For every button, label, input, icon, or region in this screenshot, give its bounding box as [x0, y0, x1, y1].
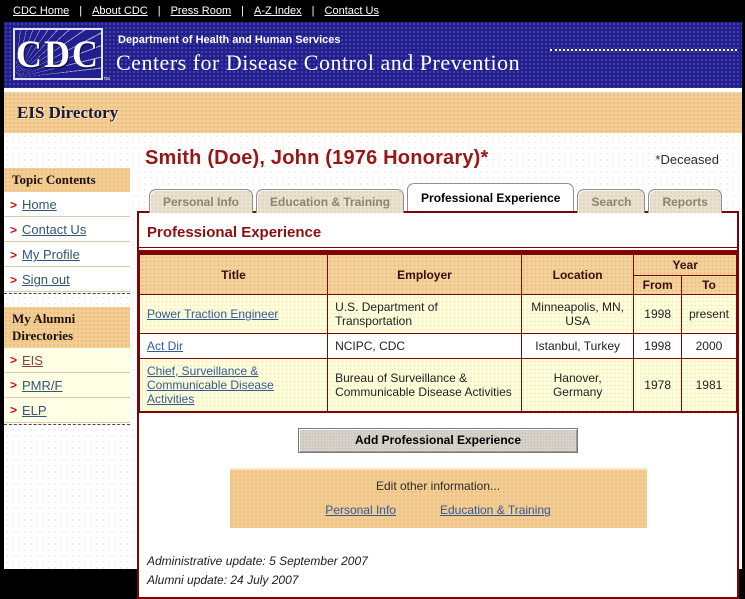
- employer-cell: Bureau of Surveillance & Communicable Disease Activities: [328, 359, 522, 413]
- edit-box-caption: Edit other information...: [375, 479, 501, 493]
- nav-link-press-room[interactable]: Press Room: [170, 5, 232, 17]
- sidebar-item-elp[interactable]: [4, 398, 130, 423]
- edit-box-links: [230, 503, 647, 517]
- nav-separator: |: [241, 5, 244, 17]
- tab-education-training[interactable]: Education & Training: [256, 189, 404, 213]
- sidebar-heading-topic-contents: Topic Contents: [4, 168, 130, 192]
- arrow-icon: >: [10, 378, 18, 393]
- column-header-to: To: [681, 276, 736, 295]
- from-cell: 1998: [634, 334, 682, 359]
- edit-link-education-training[interactable]: Education & Training: [439, 503, 551, 517]
- arrow-icon: >: [10, 272, 18, 287]
- from-cell: 1978: [634, 359, 682, 413]
- to-cell: 2000: [681, 334, 736, 359]
- column-header-title: Title: [140, 253, 328, 295]
- sidebar-item-sign-out[interactable]: [4, 267, 130, 292]
- sidebar-heading-my-alumni-directories: My Alumni Directories: [4, 307, 130, 348]
- table-header-row: [140, 253, 737, 276]
- nav-link-about-cdc[interactable]: About CDC: [92, 5, 148, 17]
- sidebar-item-my-profile[interactable]: [4, 242, 130, 267]
- nav-separator: |: [79, 5, 83, 17]
- page: [4, 0, 742, 587]
- nav-link-contact-us[interactable]: Contact Us: [324, 5, 379, 17]
- to-cell: 1981: [681, 359, 736, 413]
- cdc-header: [4, 22, 742, 88]
- tab-professional-experience[interactable]: Professional Experience: [407, 183, 574, 211]
- location-cell: Minneapolis, MN, USA: [521, 295, 633, 334]
- sidebar-item-contact-us[interactable]: [4, 217, 130, 242]
- edit-other-information-box: [230, 468, 647, 528]
- app-title: EIS Directory: [17, 103, 119, 122]
- app-banner: [4, 93, 742, 133]
- nav-link-cdc-home[interactable]: CDC Home: [13, 5, 70, 17]
- experience-title-link[interactable]: Power Traction Engineer: [147, 307, 279, 321]
- record-title: Smith (Doe), John (1976 Honorary)*: [145, 147, 489, 169]
- department-name: Department of Health and Human Services: [118, 34, 341, 46]
- arrow-icon: >: [10, 247, 18, 262]
- arrow-icon: >: [10, 403, 18, 418]
- sidebar-gap: [4, 294, 130, 307]
- deceased-note: *Deceased: [655, 152, 719, 167]
- section-heading: Professional Experience: [147, 224, 322, 241]
- sidebar-link-my-profile[interactable]: My Profile: [22, 247, 80, 263]
- sidebar-item-home[interactable]: [4, 192, 130, 217]
- experience-title-link[interactable]: Chief, Surveillance & Communicable Disease Activities: [147, 364, 274, 406]
- nav-link-az-index[interactable]: A-Z Index: [253, 5, 302, 17]
- alumni-update: Alumni update: 24 July 2007: [147, 572, 299, 587]
- cdc-logo[interactable]: [13, 28, 110, 84]
- cdc-logo-letters: CDC: [16, 31, 100, 76]
- tab-strip: [149, 187, 739, 211]
- column-header-location: Location: [521, 253, 633, 295]
- sidebar-link-eis[interactable]: EIS: [22, 352, 43, 368]
- add-professional-experience-button[interactable]: Add Professional Experience: [298, 428, 578, 453]
- organization-name: Centers for Disease Control and Prevention: [116, 50, 521, 75]
- table-row: [140, 334, 737, 359]
- location-cell: Istanbul, Turkey: [521, 334, 633, 359]
- sidebar-group-topic-contents: [4, 192, 130, 294]
- sidebar-link-contact-us[interactable]: Contact Us: [22, 222, 87, 238]
- update-footer: [147, 552, 737, 589]
- arrow-icon: >: [10, 197, 18, 212]
- nav-separator: |: [311, 5, 315, 17]
- arrow-icon: >: [10, 222, 18, 237]
- sidebar-group-alumni-directories: [4, 348, 130, 425]
- trademark-symbol: ™: [103, 77, 110, 84]
- sidebar-link-elp[interactable]: ELP: [22, 402, 47, 418]
- table-row: [140, 359, 737, 413]
- column-header-year: Year: [634, 253, 737, 276]
- sidebar-section-divider: [4, 424, 130, 425]
- sidebar: [4, 133, 130, 569]
- administrative-update: Administrative update: 5 September 2007: [147, 554, 368, 568]
- header-dotted-rule: [550, 49, 737, 51]
- to-cell: present: [681, 295, 736, 334]
- record-title-row: [145, 147, 719, 170]
- experience-title-link[interactable]: Act Dir: [147, 339, 183, 353]
- sidebar-link-pmrf[interactable]: PMR/F: [22, 377, 63, 393]
- main-content: [130, 133, 742, 587]
- tab-personal-info[interactable]: Personal Info: [149, 189, 253, 213]
- from-cell: 1998: [634, 295, 682, 334]
- nav-separator: |: [157, 5, 161, 17]
- arrow-icon: >: [10, 353, 18, 368]
- top-nav-bar: [4, 0, 742, 22]
- column-header-employer: Employer: [328, 253, 522, 295]
- tab-content-panel: [137, 211, 739, 599]
- tab-search[interactable]: Search: [577, 189, 645, 213]
- employer-cell: U.S. Department of Transportation: [328, 295, 522, 334]
- location-cell: Hanover, Germany: [521, 359, 633, 413]
- employer-cell: NCIPC, CDC: [328, 334, 522, 359]
- experience-table: [139, 250, 737, 413]
- table-row: [140, 295, 737, 334]
- column-header-from: From: [634, 276, 682, 295]
- section-heading-wrap: [139, 213, 737, 248]
- tab-reports[interactable]: Reports: [648, 189, 721, 213]
- sidebar-item-pmrf[interactable]: [4, 373, 130, 398]
- sidebar-link-home[interactable]: Home: [22, 197, 57, 213]
- sidebar-item-eis[interactable]: [4, 348, 130, 373]
- edit-link-personal-info[interactable]: Personal Info: [325, 503, 396, 517]
- sidebar-link-sign-out[interactable]: Sign out: [22, 272, 70, 288]
- body-row: [4, 133, 742, 587]
